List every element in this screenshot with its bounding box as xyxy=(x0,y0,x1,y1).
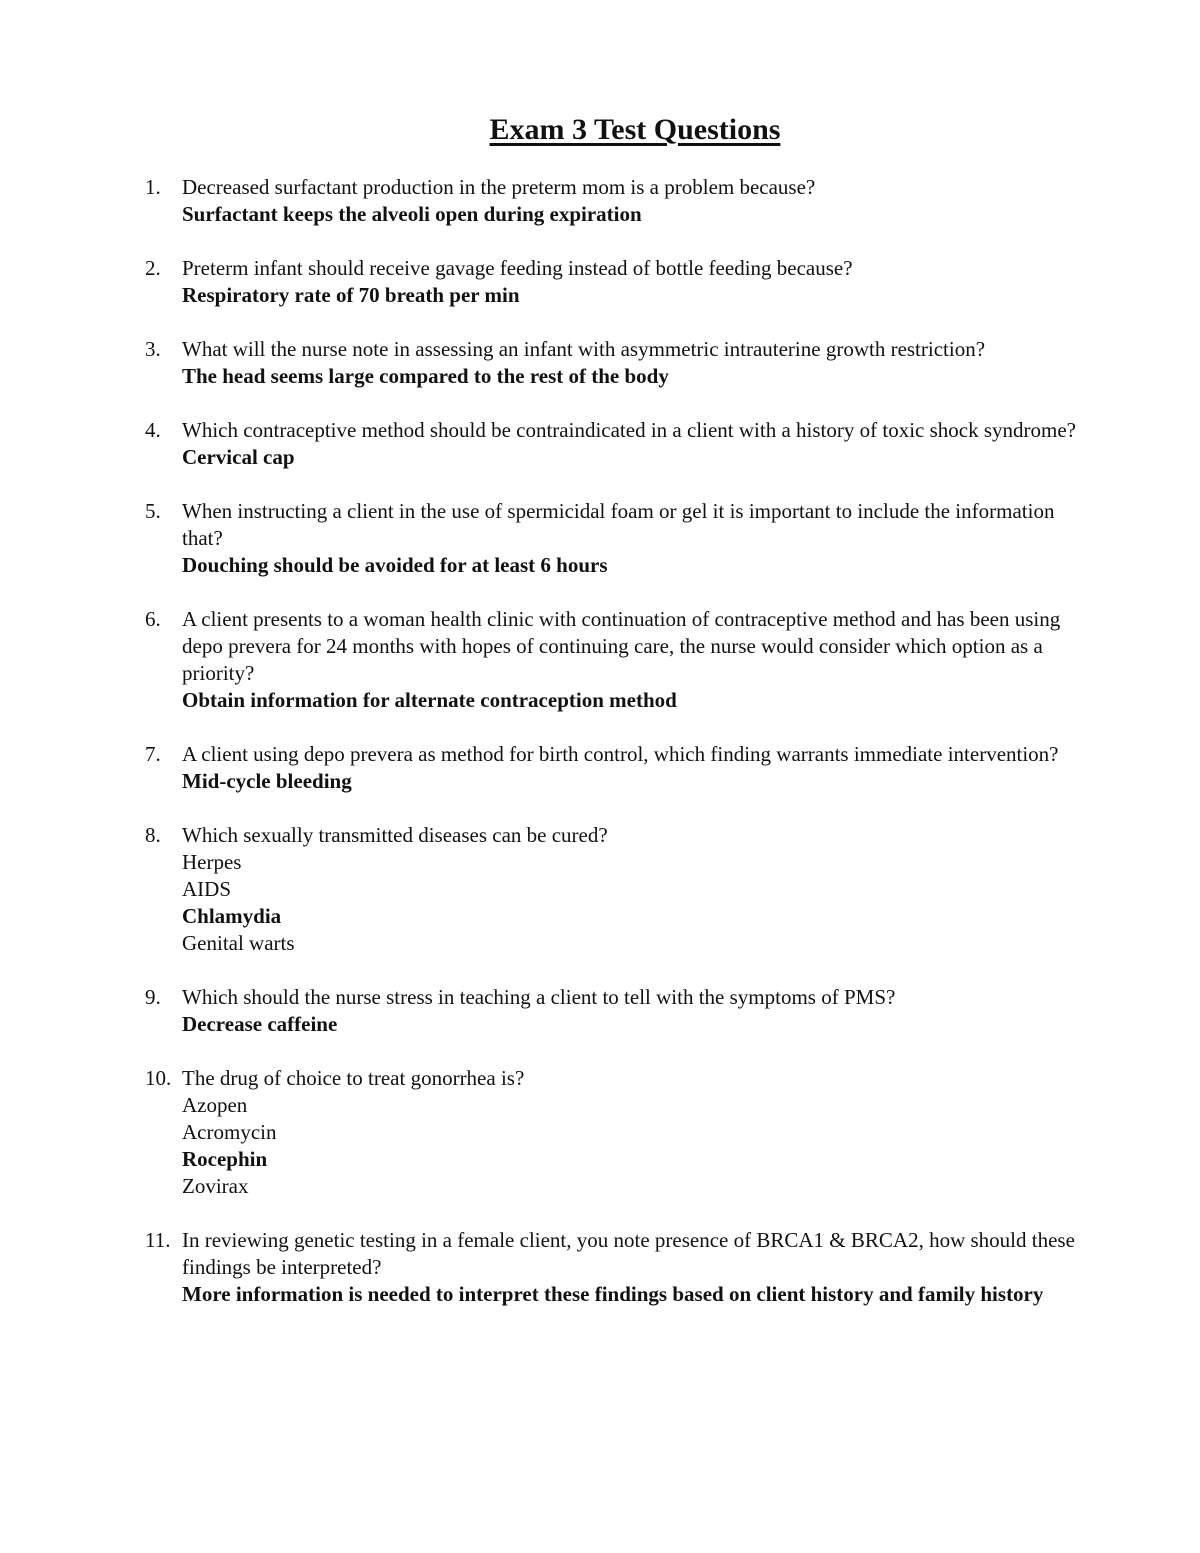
answer-option: Acromycin xyxy=(182,1120,277,1144)
question-text: A client presents to a woman health clinic with continuation of contraceptive method and has been using depo prevera for 24 months with hopes of continuing care, the nurse would consider which option as a priority? xyxy=(182,607,1061,685)
answer-text: Decrease caffeine xyxy=(182,1012,338,1036)
question-text: What will the nurse note in assessing an infant with asymmetric intrauterine growth restriction? xyxy=(182,337,986,361)
question-text: Preterm infant should receive gavage feeding instead of bottle feeding because? xyxy=(182,256,853,280)
page-title: Exam 3 Test Questions xyxy=(489,113,781,146)
question-number: 6. xyxy=(145,607,161,631)
question-item xyxy=(0,1065,1200,1200)
answer-text: Cervical cap xyxy=(182,445,295,469)
question-item xyxy=(0,417,1200,471)
question-item xyxy=(0,255,1200,309)
question-list xyxy=(0,174,1200,1308)
answer-text: Respiratory rate of 70 breath per min xyxy=(182,283,520,307)
question-item xyxy=(0,1227,1200,1308)
answer-option: Herpes xyxy=(182,850,242,874)
question-number: 5. xyxy=(145,499,161,523)
question-text: Which contraceptive method should be contraindicated in a client with a history of toxic shock syndrome? xyxy=(182,418,1076,442)
answer-option: Genital warts xyxy=(182,931,295,955)
question-number: 4. xyxy=(145,418,161,442)
question-number: 8. xyxy=(145,823,161,847)
question-item xyxy=(0,498,1200,579)
answer-text: Obtain information for alternate contraception method xyxy=(182,688,677,712)
question-item xyxy=(0,741,1200,795)
question-number: 10. xyxy=(145,1066,172,1090)
answer-text: The head seems large compared to the rest of the body xyxy=(182,364,669,388)
question-number: 7. xyxy=(145,742,161,766)
question-text: Which should the nurse stress in teaching a client to tell with the symptoms of PMS? xyxy=(182,985,896,1009)
question-item xyxy=(0,174,1200,228)
question-number: 11. xyxy=(145,1228,171,1252)
question-text: Which sexually transmitted diseases can be cured? xyxy=(182,823,608,847)
question-number: 1. xyxy=(145,175,161,199)
answer-option: AIDS xyxy=(182,877,232,901)
question-text: A client using depo prevera as method for birth control, which finding warrants immediate intervention? xyxy=(182,742,1059,766)
question-item xyxy=(0,606,1200,714)
question-text: When instructing a client in the use of spermicidal foam or gel it is important to include the information that? xyxy=(182,499,1055,550)
correct-answer-option: Chlamydia xyxy=(182,904,282,928)
answer-text: More information is needed to interpret these findings based on client history and family history xyxy=(182,1282,1044,1306)
question-text: In reviewing genetic testing in a female client, you note presence of BRCA1 & BRCA2, how should these findings be interpreted? xyxy=(182,1228,1075,1279)
question-item xyxy=(0,822,1200,957)
question-number: 2. xyxy=(145,256,161,280)
answer-option: Azopen xyxy=(182,1093,248,1117)
question-item xyxy=(0,336,1200,390)
answer-text: Mid-cycle bleeding xyxy=(182,769,352,793)
question-text: Decreased surfactant production in the preterm mom is a problem because? xyxy=(182,175,816,199)
correct-answer-option: Rocephin xyxy=(182,1147,268,1171)
answer-text: Surfactant keeps the alveoli open during expiration xyxy=(182,202,642,226)
question-text: The drug of choice to treat gonorrhea is? xyxy=(182,1066,525,1090)
question-number: 3. xyxy=(145,337,161,361)
question-item xyxy=(0,984,1200,1038)
answer-option: Zovirax xyxy=(182,1174,249,1198)
question-number: 9. xyxy=(145,985,161,1009)
answer-text: Douching should be avoided for at least 6 hours xyxy=(182,553,608,577)
